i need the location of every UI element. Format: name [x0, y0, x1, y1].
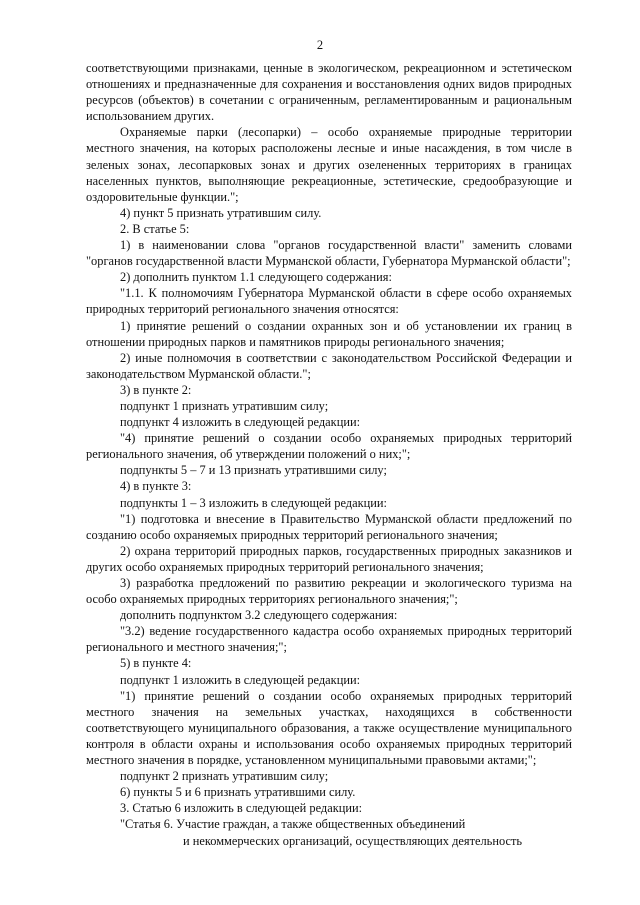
document-body [86, 60, 572, 849]
paragraph: "3.2) ведение государственного кадастра особо охраняемых природных территорий регионального и местного значения;"; [86, 624, 572, 655]
paragraph: "1) подготовка и внесение в Правительство Мурманской области предложений по созданию особо охраняемых природных территорий регионального значения; [86, 511, 572, 542]
paragraph: подпункт 1 изложить в следующей редакции: [120, 672, 361, 687]
paragraph: соответствующими признаками, ценные в экологическом, рекреационном и эстетическом отношениях и предназначенные для сохранения и восстановления одних видов природных ресурсов (объектов) в сочетании с ограниченным, регламентированным и рациональным использованием других. [86, 61, 572, 124]
article-heading-line-2: и некоммерческих организаций, осуществляющих деятельность [183, 833, 523, 848]
paragraph: 1) принятие решений о создании охранных зон и об установлении их границ в отношении природных парков и памятников природы регионального значения; [86, 318, 572, 349]
paragraph: "4) принятие решений о создании особо охраняемых природных территорий регионального значения, об утверждении положений о них;"; [86, 431, 572, 462]
paragraph: "1.1. К полномочиям Губернатора Мурманской области в сфере особо охраняемых природных территорий регионального значения относятся: [86, 286, 572, 317]
paragraph: подпункт 2 признать утратившим силу; [120, 769, 329, 784]
paragraph: 1) в наименовании слова "органов государственной власти" заменить словами "органов государственной власти Мурманской области, Губернатора Мурманской области"; [86, 238, 572, 269]
paragraph: 6) пункты 5 и 6 признать утратившими силу. [120, 785, 356, 800]
paragraph: 4) пункт 5 признать утратившим силу. [120, 205, 322, 220]
paragraph: 2) иные полномочия в соответствии с законодательством Российской Федерации и законодательством Мурманской области."; [86, 350, 572, 381]
paragraph: 5) в пункте 4: [120, 656, 192, 671]
paragraph: подпункт 1 признать утратившим силу; [120, 398, 329, 413]
paragraph: подпункты 1 – 3 изложить в следующей редакции: [120, 495, 387, 510]
paragraph: 2) охрана территорий природных парков, государственных природных заказников и других особо охраняемых природных территорий регионального значения; [86, 543, 572, 574]
article-heading-line-1: "Статья 6. Участие граждан, а также общественных объединений [120, 817, 466, 832]
paragraph: 2) дополнить пунктом 1.1 следующего содержания: [120, 270, 392, 285]
paragraph: "1) принятие решений о создании особо охраняемых природных территорий местного значения на земельных участках, находящихся в собственности соответствующего муниципального образования, а также осуществление муниципального контроля в области охраны и использования особо охраняемых природных территорий местного значения в порядке, установленном муниципальными правовыми актами;"; [86, 688, 572, 768]
paragraph: 2. В статье 5: [120, 221, 190, 236]
paragraph: 3. Статью 6 изложить в следующей редакции: [120, 801, 363, 816]
paragraph: 3) разработка предложений по развитию рекреации и экологического туризма на особо охраняемых природных территориях регионального значения;"; [86, 576, 572, 607]
paragraph: дополнить подпунктом 3.2 следующего содержания: [120, 608, 398, 623]
paragraph: 3) в пункте 2: [120, 382, 192, 397]
paragraph: подпункты 5 – 7 и 13 признать утратившими силу; [120, 463, 387, 478]
page-number: 2 [316, 38, 324, 52]
paragraph: подпункт 4 изложить в следующей редакции: [120, 415, 361, 430]
paragraph: 4) в пункте 3: [120, 479, 192, 494]
paragraph: Охраняемые парки (лесопарки) – особо охраняемые природные территории местного значения, на которых расположены лесные и иные насаждения, в том числе в зеленых зонах, лесопарковых зонах и других озелененных территориях в границах населенных пунктов, выполняющие рекреационные, эстетические, средообразующие и оздоровительные функции."; [86, 125, 572, 204]
